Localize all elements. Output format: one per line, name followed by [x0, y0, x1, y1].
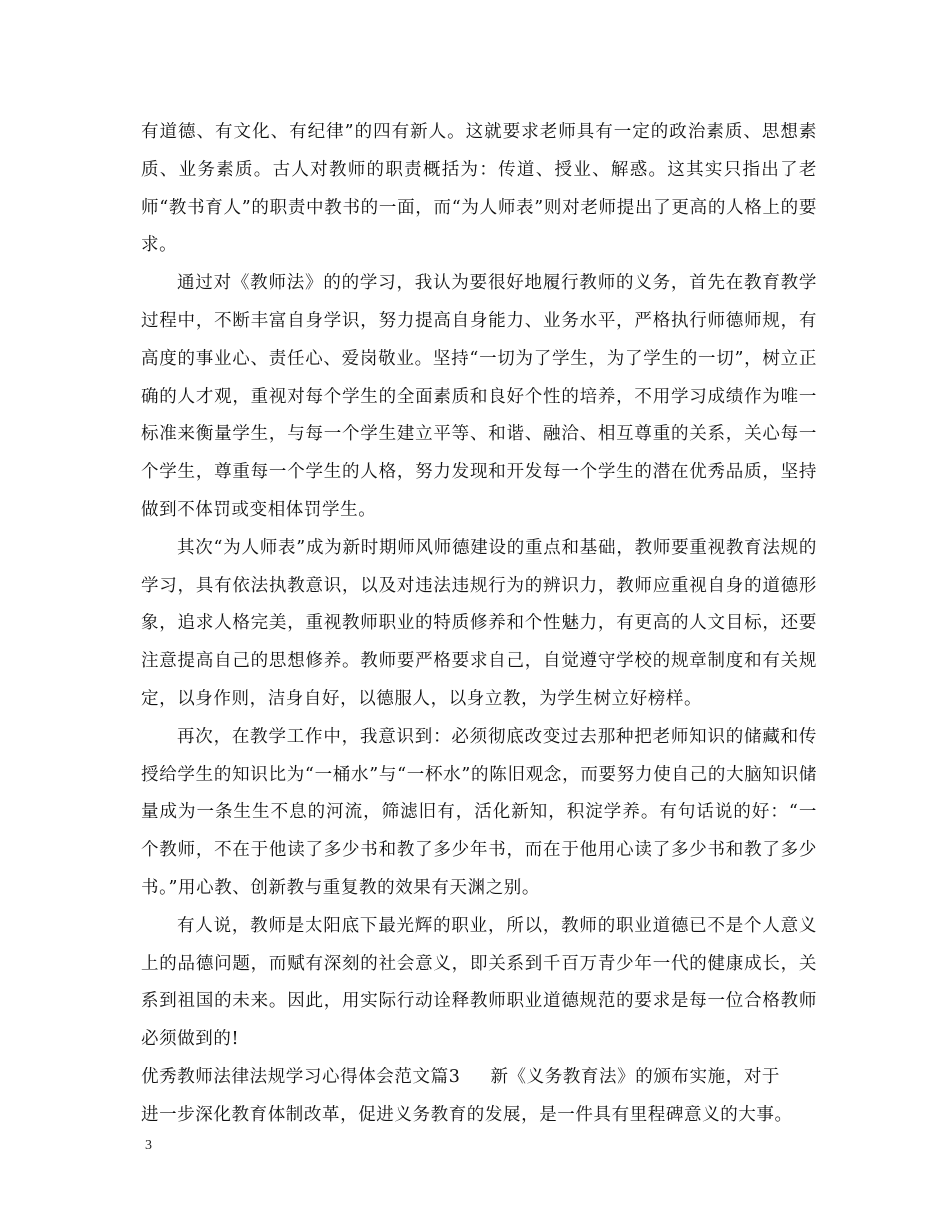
paragraph-profession: 有人说，教师是太阳底下最光辉的职业，所以，教师的职业道德已不是个人意义上的品德问题，而赋有深刻的社会意义，即关系到千百万青少年一代的健康成长，关系到祖国的未来。因此，用实际行动诠释教师职业道德规范的要求是每一位合格教师必须做到的! [141, 915, 817, 1050]
section-continuation: 进一步深化教育体制改革，促进义务教育的发展，是一件具有里程碑意义的大事。 [141, 1104, 793, 1125]
paragraph-knowledge: 再次，在教学工作中，我意识到：必须彻底改变过去那种把老师知识的储藏和传授给学生的知识比为“一桶水”与“一杯水”的陈旧观念，而要努力使自己的大脑知识储量成为一条生生不息的河流，筛滤旧有，活化新知，积淀学养。有句话说的好：“一个教师，不在于他读了多少书和教了多少年书，而在于他用心读了多少书和教了多少书。”用心教、创新教与重复教的效果有天渊之别。 [141, 726, 817, 898]
section-first-line: 新《义务教育法》的颁布实施，对于 [490, 1066, 781, 1087]
paragraph-teacher-law: 通过对《教师法》的的学习，我认为要很好地履行教师的义务，首先在教育教学过程中，不断丰富自身学识，努力提高自身能力、业务水平，严格执行师德师规，有高度的事业心、责任心、爱岗敬业。坚持“一切为了学生，为了学生的一切”，树立正确的人才观，重视对每个学生的全面素质和良好个性的培养，不用学习成绩作为唯一标准来衡量学生，与每一个学生建立平等、和谐、融洽、相互尊重的关系，关心每一个学生，尊重每一个学生的人格，努力发现和开发每一个学生的潜在优秀品质，坚持做到不体罚或变相体罚学生。 [141, 273, 817, 520]
section-heading: 优秀教师法律法规学习心得体会范文篇3 [141, 1066, 461, 1087]
document-body [141, 114, 817, 1135]
paragraph-role-model: 其次“为人师表”成为新时期师风师德建设的重点和基础，教师要重视教育法规的学习，具有依法执教意识，以及对违法违规行为的辨识力，教师应重视自身的道德形象，追求人格完美，重视教师职业的特质修养和个性魅力，有更高的人文目标，还要注意提高自己的思想修养。教师要严格要求自己，自觉遵守学校的规章制度和有关规定，以身作则，洁身自好，以德服人，以身立教，为学生树立好榜样。 [141, 537, 817, 709]
section-heading-line [141, 1059, 817, 1097]
page-number: 3 [145, 1138, 152, 1153]
paragraph-continuation: 有道德、有文化、有纪律”的四有新人。这就要求老师具有一定的政治素质、思想素质、业务素质。古人对教师的职责概括为：传道、授业、解惑。这其实只指出了老师“教书育人”的职责中教书的一面，而“为人师表”则对老师提出了更高的人格上的要求。 [141, 122, 817, 256]
